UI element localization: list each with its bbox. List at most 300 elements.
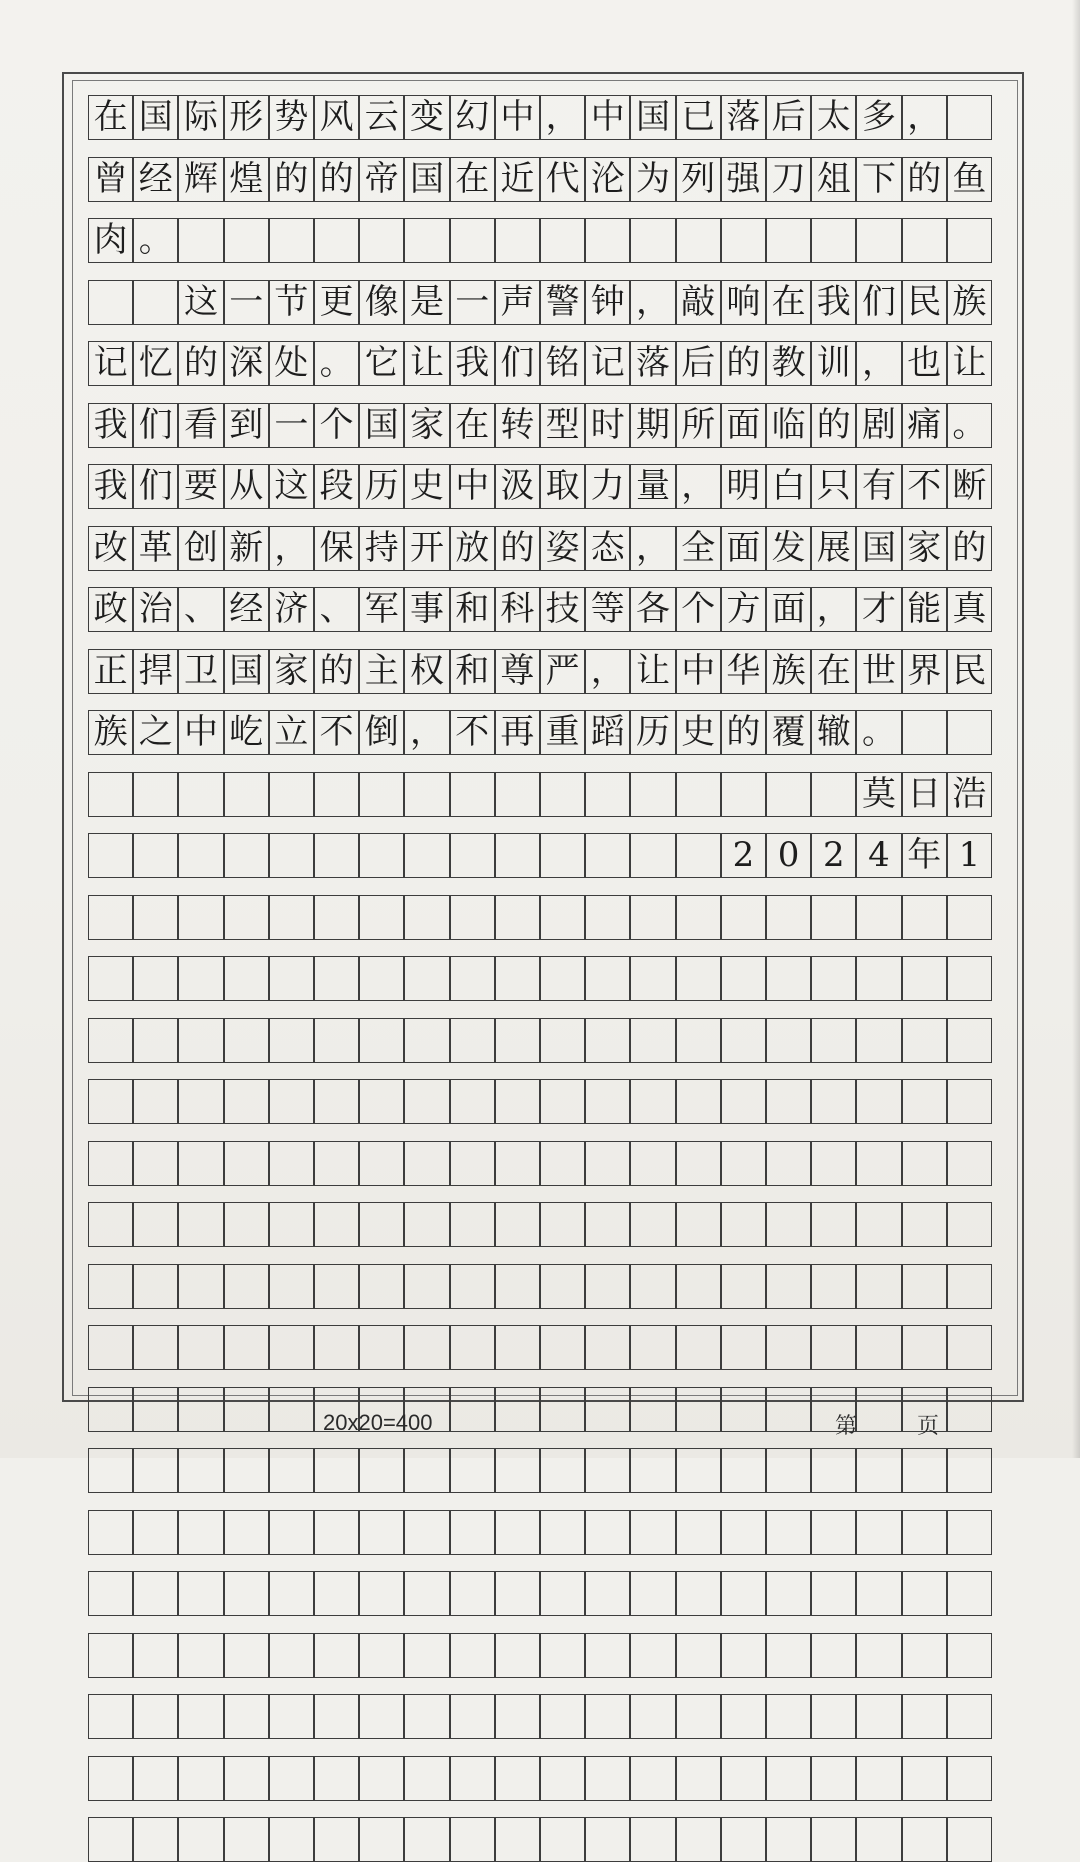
grid-cell [224, 1633, 269, 1678]
grid-cell: ， [630, 526, 675, 571]
grid-cell [540, 1817, 585, 1862]
grid-cell [902, 1448, 947, 1493]
grid-cell [540, 1756, 585, 1801]
grid-cell [676, 772, 721, 817]
grid-cell [450, 1448, 495, 1493]
grid-cell: ， [856, 341, 901, 386]
grid-cell [630, 1018, 675, 1063]
grid-cell [450, 1817, 495, 1862]
grid-cell: 的 [178, 341, 223, 386]
grid-cell: 时 [585, 403, 630, 448]
grid-cell [630, 1448, 675, 1493]
grid-cell [269, 1325, 314, 1370]
grid-cell [721, 1141, 766, 1186]
grid-cell [902, 895, 947, 940]
grid-cell [88, 1633, 133, 1678]
grid-cell: 的 [902, 157, 947, 202]
grid-cell [133, 895, 178, 940]
grid-cell: 也 [902, 341, 947, 386]
grid-cell [133, 772, 178, 817]
grid-cell: 力 [585, 464, 630, 509]
grid-cell [947, 1510, 992, 1555]
grid-cell [721, 218, 766, 263]
grid-cell [630, 772, 675, 817]
grid-cell [450, 772, 495, 817]
grid-cell [178, 1202, 223, 1247]
grid-cell: 敲 [676, 280, 721, 325]
grid-cell [88, 1756, 133, 1801]
grid-cell: 中 [450, 464, 495, 509]
grid-cell [495, 1325, 540, 1370]
grid-cell: 日 [902, 772, 947, 817]
grid-cell [359, 1571, 404, 1616]
grid-cell: 民 [902, 280, 947, 325]
grid-cell: 、 [178, 587, 223, 632]
grid-cell: 覆 [766, 710, 811, 755]
grid-cell: ， [585, 649, 630, 694]
grid-cell [676, 1510, 721, 1555]
grid-cell [766, 956, 811, 1001]
grid-cell [540, 1633, 585, 1678]
grid-cell [404, 895, 449, 940]
grid-cell [947, 1448, 992, 1493]
grid-cell [450, 1141, 495, 1186]
grid-cell: 后 [676, 341, 721, 386]
grid-cell: 辉 [178, 157, 223, 202]
grid-cell: 国 [404, 157, 449, 202]
grid-cell [359, 1694, 404, 1739]
grid-cell: 保 [314, 526, 359, 571]
grid-cell [676, 1141, 721, 1186]
grid-cell: 0 [766, 833, 811, 878]
grid-cell [314, 1202, 359, 1247]
grid-cell [766, 1018, 811, 1063]
grid-cell: 我 [811, 280, 856, 325]
grid-cell: 记 [585, 341, 630, 386]
grid-cell [540, 833, 585, 878]
grid-cell [902, 1325, 947, 1370]
grid-cell: 国 [359, 403, 404, 448]
grid-cell [224, 1694, 269, 1739]
grid-cell: 历 [630, 710, 675, 755]
grid-cell [178, 895, 223, 940]
grid-cell [766, 1571, 811, 1616]
grid-cell [902, 218, 947, 263]
grid-cell: 代 [540, 157, 585, 202]
grid-cell [902, 710, 947, 755]
grid-cell [630, 1264, 675, 1309]
grid-cell [585, 1387, 630, 1432]
grid-cell [359, 895, 404, 940]
grid-cell [359, 1756, 404, 1801]
grid-cell [88, 1325, 133, 1370]
grid-cell [314, 1571, 359, 1616]
grid-cell [224, 1018, 269, 1063]
grid-cell: 铭 [540, 341, 585, 386]
grid-cell: 家 [404, 403, 449, 448]
grid-cell [88, 1817, 133, 1862]
grid-cell [721, 956, 766, 1001]
grid-cell [676, 1079, 721, 1124]
grid-cell [88, 1448, 133, 1493]
grid-cell: 的 [314, 157, 359, 202]
grid-cell: 4 [856, 833, 901, 878]
grid-cell [404, 1694, 449, 1739]
grid-cell: 们 [856, 280, 901, 325]
grid-cell: 华 [721, 649, 766, 694]
grid-cell: 我 [88, 464, 133, 509]
grid-cell [766, 1510, 811, 1555]
grid-cell: 要 [178, 464, 223, 509]
grid-cell [88, 956, 133, 1001]
grid-cell: 让 [947, 341, 992, 386]
grid-cell: 不 [902, 464, 947, 509]
grid-cell: 临 [766, 403, 811, 448]
grid-cell [676, 1325, 721, 1370]
grid-cell: 变 [404, 95, 449, 140]
grid-cell: 族 [88, 710, 133, 755]
grid-cell [88, 833, 133, 878]
grid-cell [224, 1817, 269, 1862]
grid-cell: 年 [902, 833, 947, 878]
grid-cell [178, 1387, 223, 1432]
grid-cell [585, 1756, 630, 1801]
grid-cell [359, 1202, 404, 1247]
grid-cell [404, 1633, 449, 1678]
grid-cell [811, 895, 856, 940]
grid-cell: 型 [540, 403, 585, 448]
page-edge-shadow [1072, 0, 1080, 1458]
grid-cell [133, 1325, 178, 1370]
grid-cell [630, 1633, 675, 1678]
grid-cell [902, 1571, 947, 1616]
grid-cell: 、 [314, 587, 359, 632]
grid-cell [314, 1079, 359, 1124]
grid-cell [856, 1202, 901, 1247]
grid-cell: 才 [856, 587, 901, 632]
grid-cell [856, 1018, 901, 1063]
grid-cell [540, 1079, 585, 1124]
grid-cell [495, 1694, 540, 1739]
grid-cell [450, 1079, 495, 1124]
grid-cell [359, 1817, 404, 1862]
grid-cell [133, 1387, 178, 1432]
grid-cell: 历 [359, 464, 404, 509]
grid-cell [450, 956, 495, 1001]
grid-cell [856, 1325, 901, 1370]
grid-cell: 警 [540, 280, 585, 325]
grid-cell [902, 1510, 947, 1555]
grid-cell: 为 [630, 157, 675, 202]
grid-cell [721, 1817, 766, 1862]
grid-cell: 界 [902, 649, 947, 694]
grid-cell [314, 1448, 359, 1493]
grid-cell [178, 1264, 223, 1309]
grid-cell: 持 [359, 526, 404, 571]
grid-cell: 煌 [224, 157, 269, 202]
grid-cell [947, 1756, 992, 1801]
grid-cell [495, 1202, 540, 1247]
grid-cell [902, 1633, 947, 1678]
grid-cell [404, 956, 449, 1001]
grid-cell [404, 1817, 449, 1862]
grid-cell: 正 [88, 649, 133, 694]
grid-cell: 放 [450, 526, 495, 571]
grid-cell [495, 1264, 540, 1309]
grid-cell [314, 1325, 359, 1370]
grid-cell: 在 [450, 157, 495, 202]
grid-cell: 记 [88, 341, 133, 386]
grid-cell: 严 [540, 649, 585, 694]
grid-cell [404, 772, 449, 817]
grid-cell [269, 1141, 314, 1186]
grid-cell [766, 1694, 811, 1739]
grid-cell: 教 [766, 341, 811, 386]
grid-cell [495, 1571, 540, 1616]
grid-cell [224, 1264, 269, 1309]
grid-cell: 家 [269, 649, 314, 694]
grid-cell: 。 [947, 403, 992, 448]
grid-cell: 尊 [495, 649, 540, 694]
grid-cell: 训 [811, 341, 856, 386]
grid-cell [224, 218, 269, 263]
grid-cell [88, 1018, 133, 1063]
grid-cell [404, 1510, 449, 1555]
grid-cell: 的 [947, 526, 992, 571]
grid-cell [224, 1756, 269, 1801]
grid-cell: 深 [224, 341, 269, 386]
grid-cell [224, 1448, 269, 1493]
grid-cell [88, 772, 133, 817]
grid-cell [856, 1510, 901, 1555]
grid-cell [359, 1018, 404, 1063]
grid-cell: ， [630, 280, 675, 325]
grid-cell: 在 [766, 280, 811, 325]
grid-cell [404, 1018, 449, 1063]
grid-cell [856, 895, 901, 940]
grid-cell [676, 1264, 721, 1309]
grid-cell: 军 [359, 587, 404, 632]
grid-cell [178, 1448, 223, 1493]
grid-cell: 立 [269, 710, 314, 755]
grid-cell [947, 1141, 992, 1186]
grid-cell [902, 1694, 947, 1739]
grid-cell [676, 1571, 721, 1616]
grid-cell [766, 1387, 811, 1432]
grid-cell [766, 895, 811, 940]
grid-cell [178, 1571, 223, 1616]
grid-cell [224, 1079, 269, 1124]
grid-cell [450, 1387, 495, 1432]
grid-cell: 不 [314, 710, 359, 755]
grid-cell [902, 1141, 947, 1186]
grid-cell: 让 [404, 341, 449, 386]
grid-cell [133, 1264, 178, 1309]
grid-cell [721, 1694, 766, 1739]
grid-cell [359, 1448, 404, 1493]
grid-cell [766, 772, 811, 817]
grid-cell: 世 [856, 649, 901, 694]
grid-cell [178, 1018, 223, 1063]
grid-cell: 所 [676, 403, 721, 448]
page-prefix: 第 [835, 1414, 858, 1439]
grid-cell [585, 1141, 630, 1186]
grid-cell: 从 [224, 464, 269, 509]
grid-cell: 一 [269, 403, 314, 448]
grid-cell [540, 1571, 585, 1616]
grid-cell [314, 218, 359, 263]
grid-cell: 姿 [540, 526, 585, 571]
grid-cell [811, 1817, 856, 1862]
grid-cell [540, 1018, 585, 1063]
grid-cell: 这 [269, 464, 314, 509]
grid-cell [856, 1571, 901, 1616]
grid-cell: 断 [947, 464, 992, 509]
grid-cell: 们 [133, 403, 178, 448]
grid-cell [766, 218, 811, 263]
grid-cell [495, 1448, 540, 1493]
grid-cell: 创 [178, 526, 223, 571]
grid-cell [224, 956, 269, 1001]
grid-cell [133, 1694, 178, 1739]
grid-cell: 在 [450, 403, 495, 448]
grid-cell [450, 1018, 495, 1063]
grid-cell [314, 1264, 359, 1309]
grid-cell [540, 772, 585, 817]
grid-cell: 的 [314, 649, 359, 694]
grid-cell [269, 1817, 314, 1862]
grid-cell: 更 [314, 280, 359, 325]
grid-cell [585, 1079, 630, 1124]
grid-cell [224, 1141, 269, 1186]
grid-cell [359, 1079, 404, 1124]
grid-cell [450, 1571, 495, 1616]
grid-cell [585, 1571, 630, 1616]
grid-cell [585, 1018, 630, 1063]
grid-cell: 。 [133, 218, 178, 263]
grid-cell: 剧 [856, 403, 901, 448]
grid-cell: 势 [269, 95, 314, 140]
grid-cell: 改 [88, 526, 133, 571]
grid-cell [178, 956, 223, 1001]
grid-cell [540, 895, 585, 940]
grid-cell [585, 895, 630, 940]
grid-cell [721, 1202, 766, 1247]
grid-cell [224, 895, 269, 940]
grid-cell [721, 1448, 766, 1493]
grid-cell [314, 895, 359, 940]
grid-cell [133, 1756, 178, 1801]
grid-cell: 。 [856, 710, 901, 755]
grid-cell [585, 1694, 630, 1739]
grid-cell: 展 [811, 526, 856, 571]
grid-cell [630, 1817, 675, 1862]
grid-cell [676, 833, 721, 878]
grid-cell: 转 [495, 403, 540, 448]
grid-cell [133, 1018, 178, 1063]
grid-cell [404, 1141, 449, 1186]
grid-cell: 的 [721, 341, 766, 386]
grid-cell: 强 [721, 157, 766, 202]
grid-cell [359, 1325, 404, 1370]
grid-cell [359, 1141, 404, 1186]
grid-cell: 的 [811, 403, 856, 448]
grid-cell: 面 [721, 526, 766, 571]
grid-cell [856, 1141, 901, 1186]
grid-cell [314, 1694, 359, 1739]
grid-cell [178, 833, 223, 878]
grid-cell: 捍 [133, 649, 178, 694]
grid-cell [269, 1079, 314, 1124]
grid-cell: 声 [495, 280, 540, 325]
grid-cell [178, 1694, 223, 1739]
grid-cell: 态 [585, 526, 630, 571]
grid-cell [676, 1018, 721, 1063]
grid-cell: 在 [811, 649, 856, 694]
grid-cell: 政 [88, 587, 133, 632]
grid-cell: ， [902, 95, 947, 140]
grid-cell: 有 [856, 464, 901, 509]
grid-cell [540, 1141, 585, 1186]
grid-cell [811, 1633, 856, 1678]
grid-cell [585, 772, 630, 817]
grid-cell: 个 [314, 403, 359, 448]
grid-cell [540, 1202, 585, 1247]
grid-cell [540, 1325, 585, 1370]
grid-cell: 处 [269, 341, 314, 386]
grid-cell: 的 [721, 710, 766, 755]
grid-cell: 看 [178, 403, 223, 448]
grid-cell [676, 1448, 721, 1493]
grid-cell [856, 1817, 901, 1862]
grid-cell [314, 1018, 359, 1063]
grid-cell [269, 1510, 314, 1555]
grid-cell [811, 1141, 856, 1186]
grid-cell [224, 833, 269, 878]
grid-cell [630, 895, 675, 940]
grid-cell: 之 [133, 710, 178, 755]
grid-cell [133, 1817, 178, 1862]
grid-cell: 取 [540, 464, 585, 509]
grid-cell [88, 1202, 133, 1247]
grid-cell [133, 1448, 178, 1493]
grid-cell [178, 1633, 223, 1678]
grid-cell [585, 956, 630, 1001]
grid-cell [540, 218, 585, 263]
grid-cell [947, 95, 992, 140]
grid-cell [766, 1448, 811, 1493]
grid-cell: 汲 [495, 464, 540, 509]
grid-cell [721, 895, 766, 940]
grid-cell: 科 [495, 587, 540, 632]
grid-cell: 中 [495, 95, 540, 140]
grid-cell [947, 895, 992, 940]
grid-cell [856, 1756, 901, 1801]
grid-cell [630, 1694, 675, 1739]
grid-cell [133, 1141, 178, 1186]
grid-cell [224, 1325, 269, 1370]
grid-cell [495, 895, 540, 940]
grid-cell: 民 [947, 649, 992, 694]
grid-cell [133, 1633, 178, 1678]
grid-cell [630, 218, 675, 263]
grid-cell [269, 218, 314, 263]
grid-cell [404, 1448, 449, 1493]
grid-cell [902, 1018, 947, 1063]
grid-cell [630, 956, 675, 1001]
grid-cell: 后 [766, 95, 811, 140]
grid-cell [450, 895, 495, 940]
